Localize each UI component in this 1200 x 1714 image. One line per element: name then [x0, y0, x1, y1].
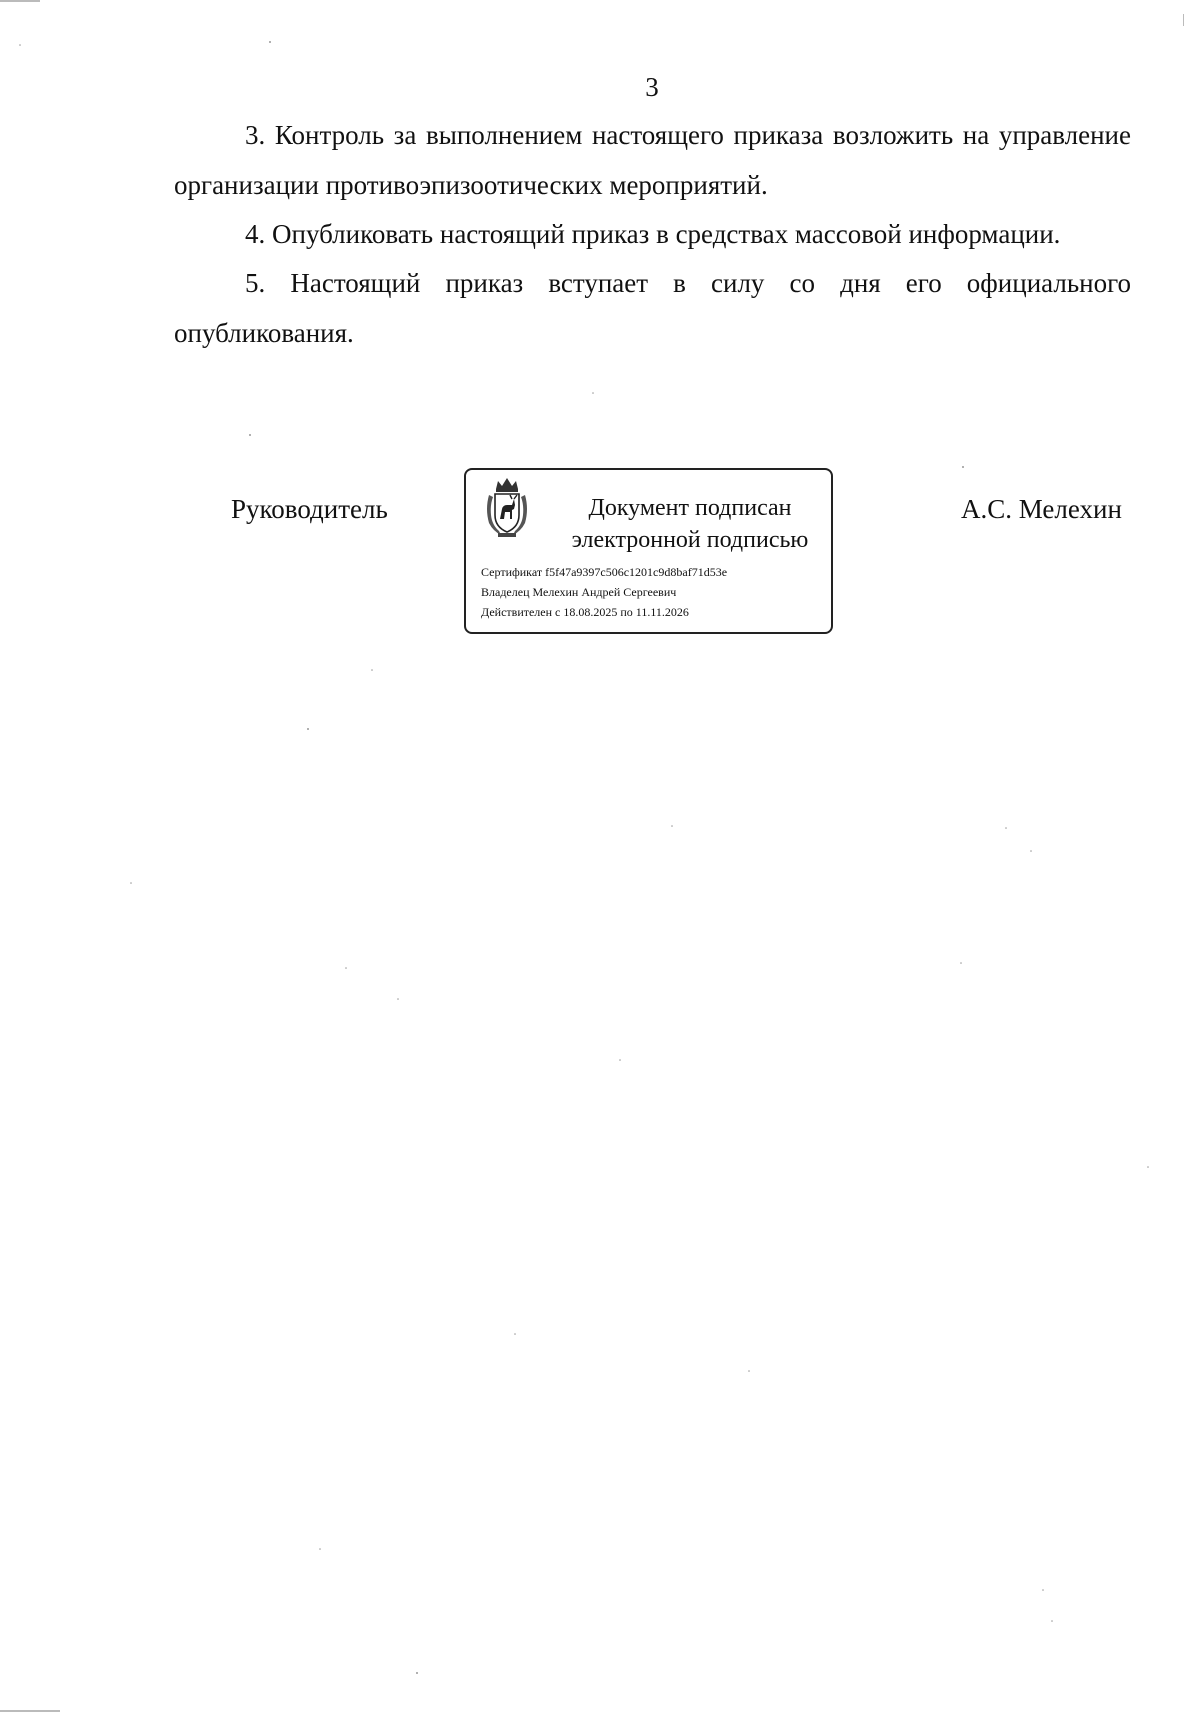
paragraph-text: 5. Настоящий приказ вступает в силу со дня его официального опубликования.	[174, 268, 1131, 348]
owner-line: Владелец Мелехин Андрей Сергеевич	[481, 585, 677, 599]
paragraph-text: 3. Контроль за выполнением настоящего приказа возложить на управление организации противоэпизоотических мероприятий.	[174, 120, 1131, 200]
certificate-line: Сертификат f5f47a9397c506c1201c9d8baf71d53e	[481, 565, 728, 579]
signatory-name: А.С. Мелехин	[961, 494, 1122, 524]
paragraph-text: 4. Опубликовать настоящий приказ в средствах массовой информации.	[245, 219, 1061, 249]
validity-line: Действителен с 18.08.2025 по 11.11.2026	[481, 605, 689, 619]
signatory-position: Руководитель	[231, 494, 388, 524]
stamp-title-line: Документ подписан	[588, 495, 792, 521]
page-number: 3	[645, 72, 659, 102]
stamp-title-line: электронной подписью	[571, 527, 809, 553]
